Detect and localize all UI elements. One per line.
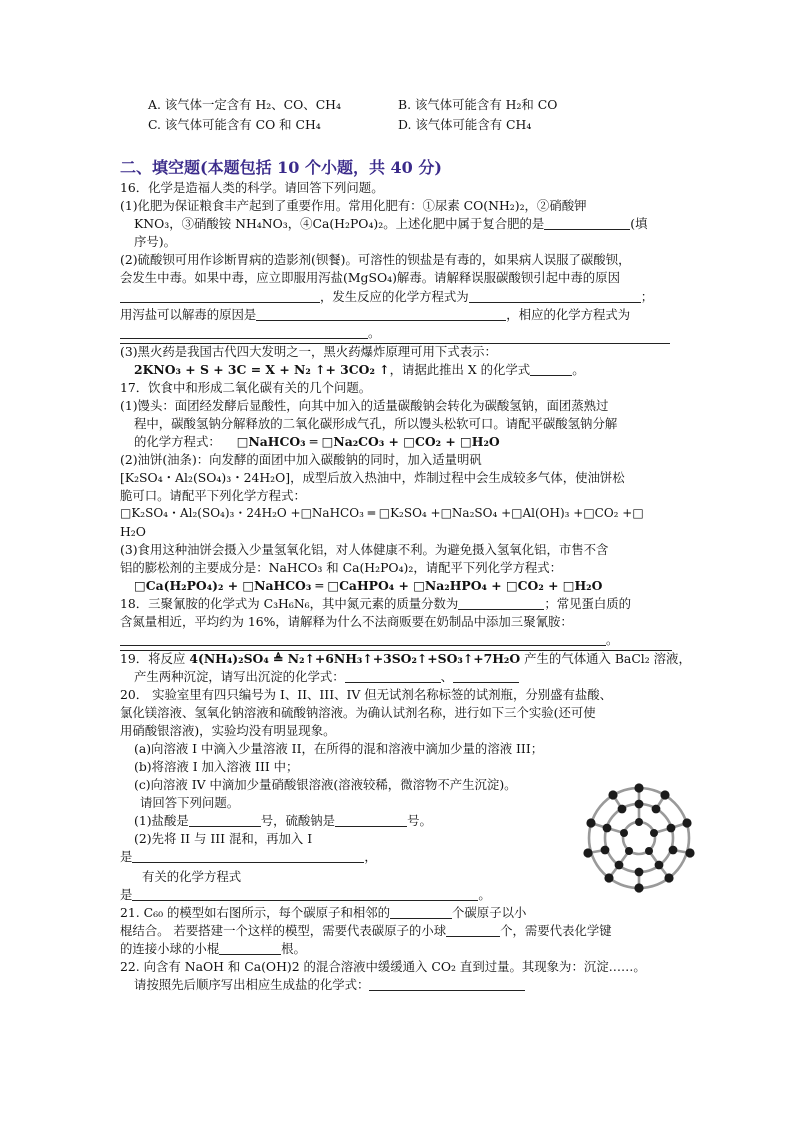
q18-line1: [120, 594, 631, 613]
q20-1-text2: 号，硫酸钠是: [260, 813, 336, 828]
answer-blank[interactable]: [256, 307, 506, 321]
q18-line2: 含氮量相近，平均约为 16%，请解释为什么不法商贩要在奶制品中添加三聚氰胺：: [120, 614, 573, 629]
q16-3-line1: (3)黑火药是我国古代四大发明之一，黑火药爆炸原理可用下式表示：: [120, 344, 497, 359]
equation: 2KNO₃ + S + 3C = X + N₂ ↑+ 3CO₂ ↑: [134, 362, 390, 377]
q16-intro: 16．化学是造福人类的科学。请回答下列问题。: [120, 180, 384, 195]
answer-blank[interactable]: [120, 632, 606, 646]
q20-2-line1: (2)先将 II 与 III 混和，再加入 I: [134, 831, 313, 846]
answer-blank[interactable]: [132, 849, 364, 863]
q17-2-line2: [K₂SO₄・Al₂(SO₄)₃・24H₂O]，成型后放入热油中，炸制过程中会生成较多气体，使油饼松: [120, 470, 625, 485]
q16-1-line1: (1)化肥为保证粮食丰产起到了重要作用。常用化肥有：①尿素 CO(NH₂)₂，②硝酸钾: [120, 198, 587, 213]
equation: □NaHCO₃ ═ □Na₂CO₃ + □CO₂ + □H₂O: [236, 434, 500, 449]
option-d: D. 该气体可能含有 CH₄: [398, 117, 532, 132]
q18-text2: ；常见蛋白质的: [544, 596, 632, 611]
q16-3-end: 。: [572, 362, 585, 377]
q17-1-line3: [134, 432, 500, 451]
q17-1-text: 的化学方程式：: [134, 434, 221, 449]
answer-blank[interactable]: [446, 923, 500, 937]
option-a: A. 该气体一定含有 H₂、CO、CH₄: [148, 97, 341, 112]
q19-line1: [120, 649, 691, 668]
q16-3-line2: [134, 360, 585, 379]
q16-1-text: KNO₃，③硝酸铵 NH₄NO₃，④Ca(H₂PO₄)₂。上述化肥中属于复合肥的是: [134, 216, 545, 231]
q17-intro: 17．饮食中和形成二氧化碳有关的几个问题。: [120, 380, 372, 395]
q21-text2: 个碳原子以小: [452, 905, 527, 920]
q16-2-line3: [120, 287, 653, 306]
q20-2-end: 。: [478, 887, 491, 902]
q21-text: 21. C₆₀ 的模型如右图所示，每个碳原子和相邻的: [120, 905, 391, 920]
answer-blank[interactable]: [469, 289, 641, 303]
q22-text: 请按照先后顺序写出相应生成盐的化学式：: [134, 977, 370, 992]
q20-2-text: 是: [120, 849, 133, 864]
q20-line1: 20． 实验室里有四只编号为 I、II、III、IV 但无试剂名称标签的试剂瓶，分别盛有盐酸、: [120, 687, 613, 702]
q18-end: 。: [606, 632, 619, 647]
q16-2-text: ，发生反应的化学方程式为: [320, 289, 469, 304]
q20-1: [134, 811, 432, 830]
q21-line3: [120, 939, 306, 958]
q16-2-line2: 会发生中毒。如果中毒，应立即服用泻盐(MgSO₄)解毒。请解释误服碳酸钡引起中毒的原因: [120, 270, 620, 285]
q17-1-line2: 程中，碳酸氢钠分解释放的二氧化碳形成气孔，所以馒头松软可口。请配平碳酸氢钠分解: [134, 416, 618, 431]
q16-1-tail: (填: [630, 216, 648, 231]
answer-blank[interactable]: [390, 905, 452, 919]
q21-line2: [120, 921, 612, 940]
answer-blank[interactable]: [544, 216, 630, 230]
q17-2-equation: □K₂SO₄・Al₂(SO₄)₃・24H₂O +□NaHCO₃ ═ □K₂SO₄ +□Na₂SO₄ +□Al(OH)₃ +□CO₂ +□: [120, 506, 644, 520]
q16-3-text: ，请据此推出 X 的化学式: [389, 362, 531, 377]
q20-2-line4: [120, 885, 491, 904]
q20-step-c: (c)向溶液 IV 中滴加少量硝酸银溶液(溶液较稀，微溶物不产生沉淀)。: [134, 777, 517, 792]
q17-3-line1: (3)食用这种油饼会摄入少量氢氧化铝，对人体健康不利。为避免摄入氢氧化铝，市售不含: [120, 542, 609, 557]
q20-1-end: 号。: [407, 813, 432, 828]
q16-1-line3: 序号)。: [134, 234, 177, 249]
q16-2-line4: [120, 305, 630, 324]
q16-2-line1: (2)硫酸钡可用作诊断胃病的造影剂(钡餐)。可溶性的钡盐是有毒的，如果病人误服了碳酸钡，: [120, 252, 631, 267]
q17-3-line2: 铝的膨松剂的主要成分是：NaHCO₃ 和 Ca(H₂PO₄)₂，请配平下列化学方程式：: [120, 560, 563, 575]
equation: □Ca(H₂PO₄)₂ + □NaHCO₃ ═ □CaHPO₄ + □Na₂HPO₄ + □CO₂ + □H₂O: [134, 578, 603, 593]
q21-text3: 棍结合。 若要搭建一个这样的模型，需要代表碳原子的小球: [120, 923, 447, 938]
q18-line3: [120, 630, 618, 649]
q20-2-line2: [120, 847, 377, 866]
answer-blank[interactable]: [530, 362, 572, 376]
q17-2-line1: (2)油饼(油条)：向发酵的面团中加入碳酸钠的同时，加入适量明矾: [120, 452, 482, 467]
q17-1-line1: (1)馒头：面团经发酵后显酸性，向其中加入的适量碳酸钠会转化为碳酸氢钠，面团蒸熟过: [120, 398, 609, 413]
answer-blank[interactable]: [120, 325, 368, 339]
q20-1-text: (1)盐酸是: [134, 813, 189, 828]
option-c: C. 该气体可能含有 CO 和 CH₄: [148, 117, 321, 132]
q19-sep: 、: [440, 669, 454, 684]
q20-step-b: (b)将溶液 I 加入溶液 III 中；: [134, 759, 299, 774]
q21-line1: [120, 903, 526, 922]
answer-blank[interactable]: [369, 977, 525, 991]
answer-blank[interactable]: [120, 289, 320, 303]
q16-2-tail: ；: [640, 289, 654, 304]
q18-text: 18．三聚氰胺的化学式为 C₃H₆N₆，其中氮元素的质量分数为: [120, 596, 459, 611]
q22-line1: 22. 向含有 NaOH 和 Ca(OH)2 的混合溶液中缓缓通入 CO₂ 直到过量。其现象为：沉淀……。: [120, 959, 646, 974]
answer-blank[interactable]: [132, 887, 478, 901]
q22-line2: [134, 975, 525, 994]
equation: 4(NH₄)₂SO₄ ≜ N₂↑+6NH₃↑+3SO₂↑+SO₃↑+7H₂O: [189, 651, 521, 666]
q16-2-text2: 用泻盐可以解毒的原因是: [120, 307, 257, 322]
q19-line2: [134, 667, 519, 686]
q20-line2: 氯化镁溶液、氢氧化钠溶液和硫酸钠溶液。为确认试剂名称，进行如下三个实验(还可使: [120, 705, 596, 720]
answer-blank[interactable]: [189, 813, 261, 827]
q19-text: 19．将反应: [120, 651, 186, 666]
q16-1-line2: [134, 214, 648, 233]
q20-2-sep: ，: [364, 849, 377, 864]
q17-2-equation-end: H₂O: [120, 524, 146, 539]
c60-model-illustration: [572, 778, 706, 898]
q21-text4: 个，需要代表化学键: [500, 923, 612, 938]
q20-prompt: 请回答下列问题。: [140, 795, 240, 810]
q20-2-text2: 是: [120, 887, 133, 902]
answer-blank[interactable]: [335, 813, 407, 827]
option-b: B. 该气体可能含有 H₂和 CO: [398, 97, 558, 112]
answer-blank[interactable]: [458, 596, 544, 610]
answer-blank[interactable]: [453, 669, 519, 683]
q19-text3: 产生两种沉淀，请写出沉淀的化学式：: [134, 669, 345, 684]
q16-2-end: 。: [368, 325, 381, 340]
q20-2-line3: 有关的化学方程式: [142, 869, 242, 884]
q21-end: 根。: [281, 941, 306, 956]
q21-text5: 的连接小球的小棍: [120, 941, 220, 956]
q19-text2: 产生的气体通入 BaCl₂ 溶液，: [524, 651, 691, 666]
answer-blank[interactable]: [219, 941, 281, 955]
q16-2-line5: [120, 323, 380, 342]
answer-blank[interactable]: [345, 669, 441, 683]
q17-2-line3: 脆可口。请配平下列化学方程式：: [120, 488, 306, 503]
q20-step-a: (a)向溶液 I 中滴入少量溶液 II，在所得的混和溶液中滴加少量的溶液 III；: [134, 741, 544, 756]
q20-line3: 用硝酸银溶液)，实验均没有明显现象。: [120, 723, 336, 738]
section-title: 二、填空题(本题包括 10 个小题，共 40 分): [120, 158, 442, 177]
q16-2-text3: ，相应的化学方程式为: [506, 307, 631, 322]
